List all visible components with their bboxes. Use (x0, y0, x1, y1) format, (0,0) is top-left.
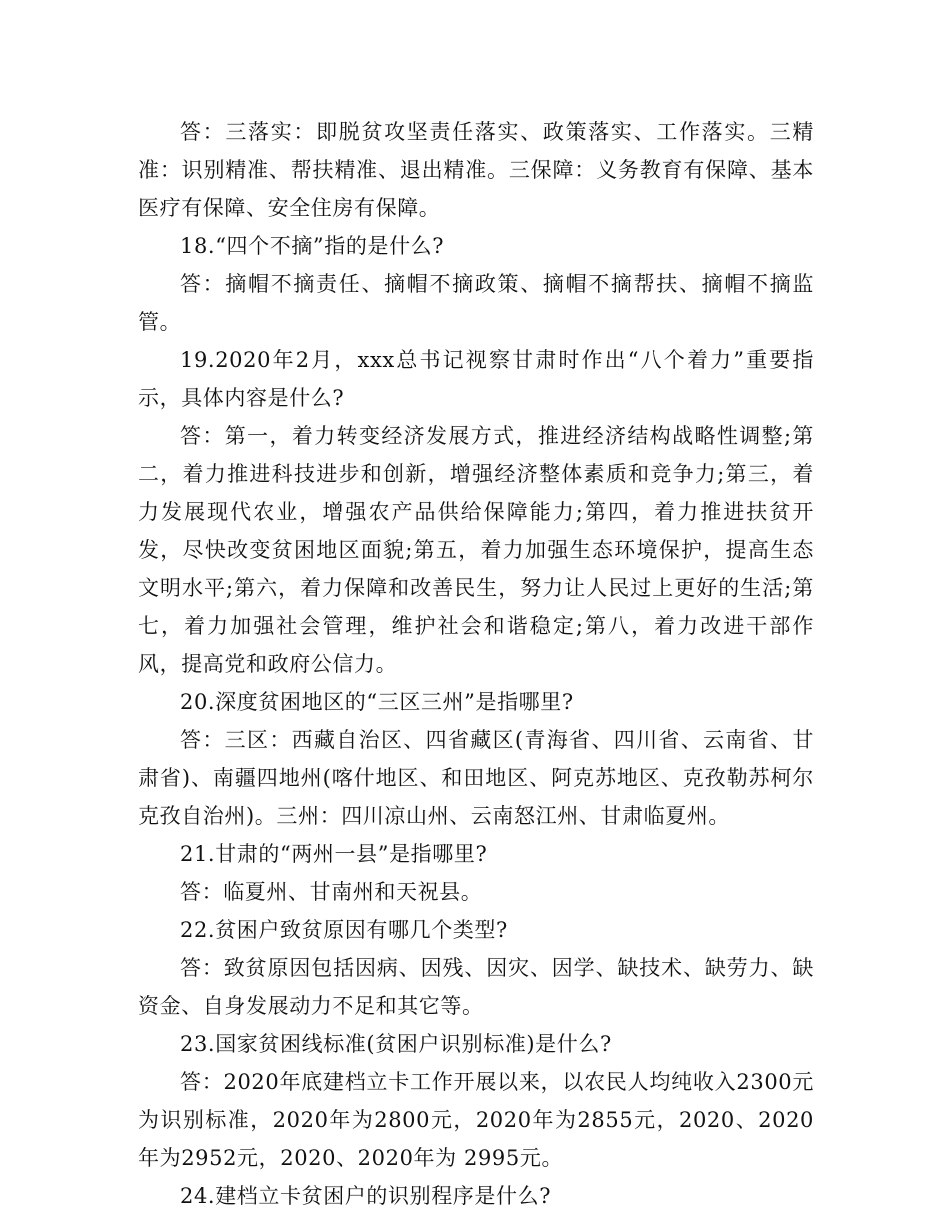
question-20: 20.深度贫困地区的“三区三州”是指哪里? (180, 690, 574, 714)
answer-22: 答：致贫原因包括因病、因残、因灾、因学、缺技术、缺劳力、缺资金、自身发展动力不足和其它等。 (138, 956, 814, 1018)
answer-19: 答：第一，着力转变经济发展方式，推进经济结构战略性调整;第二，着力推进科技进步和创新，增强经济整体素质和竞争力;第三，着力发展现代农业，增强农产品供给保障能力;第四，着力推进扶贫开发，尽快改变贫困地区面貌;第五，着力加强生态环境保护，提高生态文明水平;第六，着力保障和改善民生，努力让人民过上更好的生活;第七，着力加强社会管理，维护社会和谐稳定;第八，着力改进干部作风，提高党和政府公信力。 (138, 424, 814, 676)
question-18: 18.“四个不摘”指的是什么? (180, 234, 445, 258)
document-body (138, 113, 814, 1215)
question-22: 22.贫困户致贫原因有哪几个类型? (180, 918, 508, 942)
question-19: 19.2020年2月，xxx总书记视察甘肃时作出“八个着力”重要指示，具体内容是什么? (138, 348, 814, 410)
answer-21: 答：临夏州、甘南州和天祝县。 (180, 880, 483, 904)
question-24: 24.建档立卡贫困户的识别程序是什么? (180, 1184, 552, 1208)
question-21: 21.甘肃的“两州一县”是指哪里? (180, 842, 488, 866)
answer-23: 答：2020年底建档立卡工作开展以来，以农民人均纯收入2300元为识别标准，2020年为2800元，2020年为2855元，2020、2020年为2952元，2020、2020年为 2995元。 (138, 1070, 814, 1170)
answer-20: 答：三区：西藏自治区、四省藏区(青海省、四川省、云南省、甘肃省)、南疆四地州(喀什地区、和田地区、阿克苏地区、克孜勒苏柯尔克孜自治州)。三州：四川凉山州、云南怒江州、甘肃临夏州。 (138, 728, 814, 828)
answer-17: 答：三落实：即脱贫攻坚责任落实、政策落实、工作落实。三精准：识别精准、帮扶精准、退出精准。三保障：义务教育有保障、基本医疗有保障、安全住房有保障。 (138, 120, 814, 220)
answer-18: 答：摘帽不摘责任、摘帽不摘政策、摘帽不摘帮扶、摘帽不摘监管。 (138, 272, 814, 334)
question-23: 23.国家贫困线标准(贫困户识别标准)是什么? (180, 1032, 612, 1056)
